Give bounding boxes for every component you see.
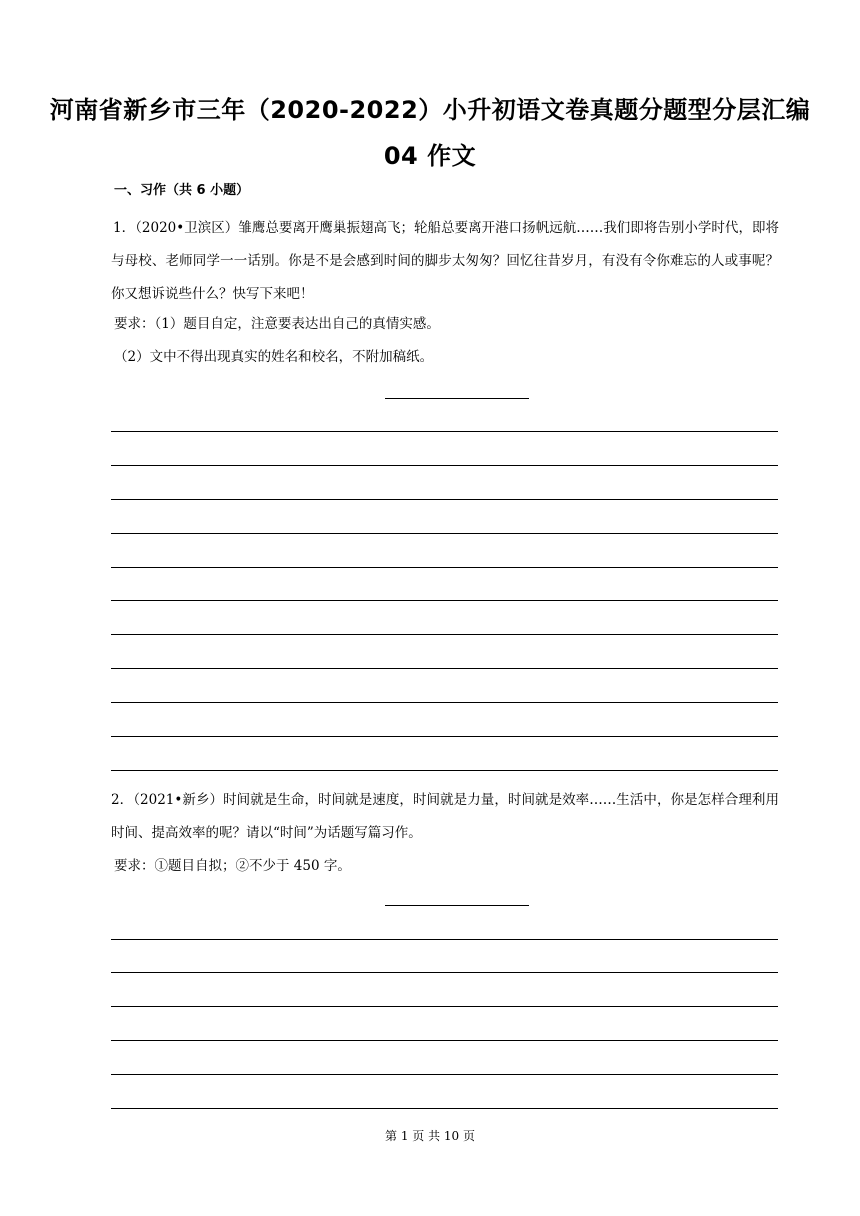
writing-line <box>111 1040 778 1041</box>
question-2-text: 2．（2021•新乡）时间就是生命，时间就是速度，时间就是力量，时间就是效率……生活中，你是怎样合理利用时间、提高效率的呢？请以“时间”为话题写篇习作。 <box>111 792 779 841</box>
question-1-requirement-1: 要求：（1）题目自定，注意要表达出自己的真情实感。 <box>114 316 440 332</box>
essay-title-blank-2[interactable] <box>385 905 529 906</box>
question-1-requirement-2: （2）文中不得出现真实的姓名和校名，不附加稿纸。 <box>114 349 434 365</box>
question-1-body: 1．（2020•卫滨区）雏鹰总要离开鹰巢振翅高飞；轮船总要离开港口扬帆远航……我们即将告别小学时代，即将与母校、老师同学一一话别。你是不是会感到时间的脚步太匆匆？回忆往昔岁月，有没有令你难忘的人或事呢？你又想诉说些什么？快写下来吧！ <box>111 220 779 302</box>
page-footer: 第 1 页 共 10 页 <box>385 1129 475 1143</box>
writing-line <box>111 1074 778 1075</box>
document-title-line2: 04 作文 <box>383 142 477 170</box>
writing-line <box>111 499 778 500</box>
writing-line <box>111 567 778 568</box>
writing-line <box>111 1108 778 1109</box>
essay-title-blank-1[interactable] <box>385 398 529 399</box>
question-1-text <box>111 212 779 311</box>
writing-line <box>111 600 778 601</box>
writing-line <box>111 533 778 534</box>
writing-line <box>111 939 778 940</box>
question-2-requirement-1: 要求：①题目自拟；②不少于 450 字。 <box>114 858 351 874</box>
writing-line <box>111 634 778 635</box>
writing-line <box>111 736 778 737</box>
writing-line <box>111 972 778 973</box>
writing-line <box>111 770 778 771</box>
writing-line <box>111 431 778 432</box>
writing-line <box>111 702 778 703</box>
writing-line <box>111 1006 778 1007</box>
section-heading: 一、习作（共 6 小题） <box>114 183 250 198</box>
document-title-line1: 河南省新乡市三年（2020-2022）小升初语文卷真题分题型分层汇编 <box>49 96 811 124</box>
writing-line <box>111 668 778 669</box>
writing-line <box>111 465 778 466</box>
